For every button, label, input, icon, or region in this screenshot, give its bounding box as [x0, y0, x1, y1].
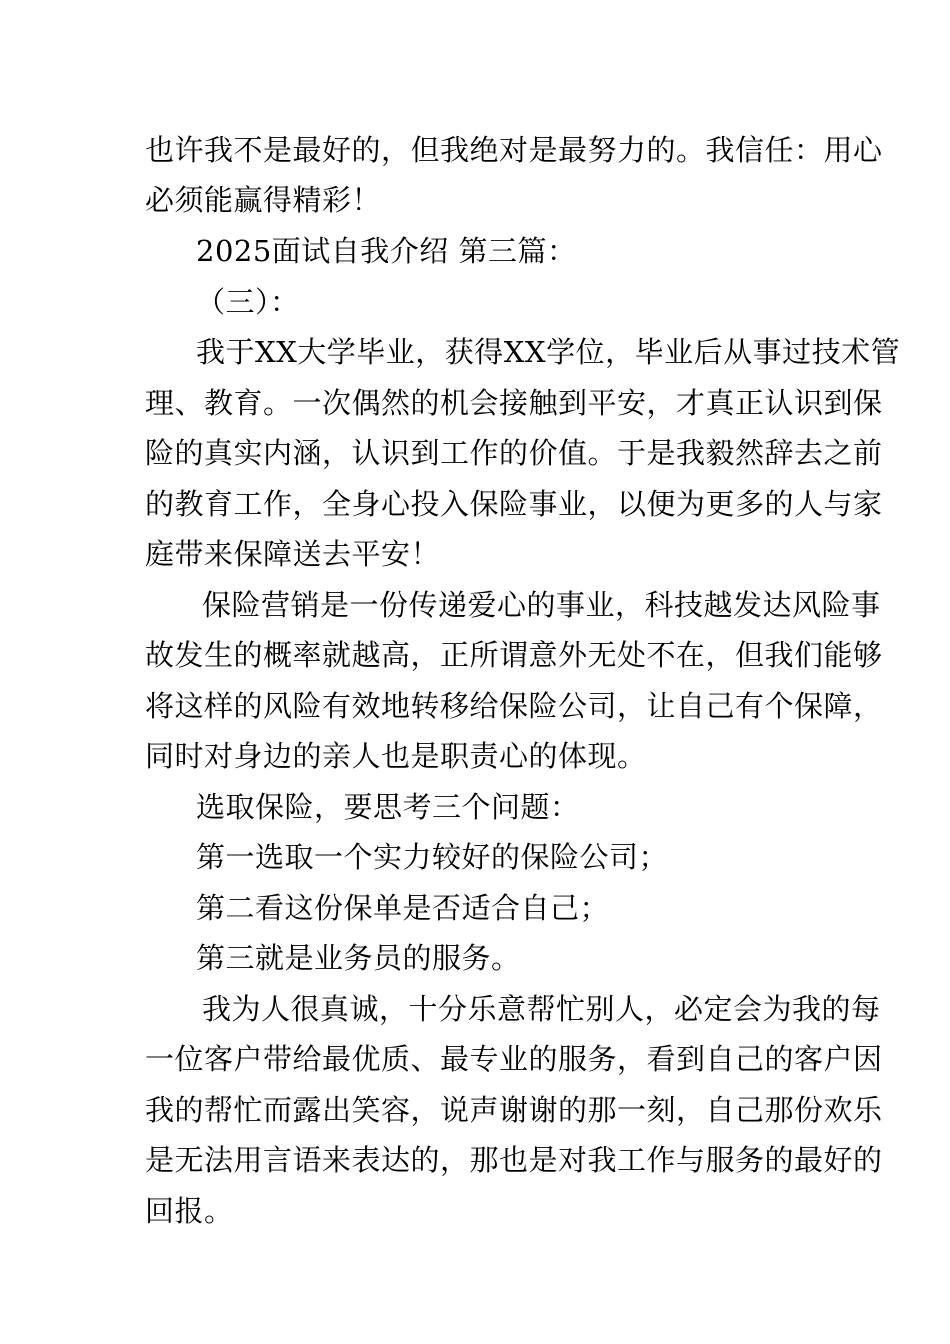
text-line: 我于XX大学毕业，获得XX学位，毕业后从事过技术管: [196, 335, 901, 369]
list-item: 第三就是业务员的服务。: [196, 941, 521, 975]
list-item: 第一选取一个实力较好的保险公司；: [196, 840, 669, 874]
text-line: 是无法用言语来表达的，那也是对我工作与服务的最好的: [145, 1143, 883, 1177]
text-line: 理、教育。一次偶然的机会接触到平安，才真正认识到保: [145, 386, 883, 420]
section-number: （三）：: [196, 285, 300, 319]
text-line: 回报。: [145, 1194, 234, 1228]
text-line: 的教育工作，全身心投入保险事业，以便为更多的人与家: [145, 487, 883, 521]
text-line: 必须能赢得精彩！: [145, 183, 382, 217]
text-line: 我的帮忙而露出笑容，说声谢谢的那一刻，自己那份欢乐: [145, 1093, 883, 1127]
text-line: 将这样的风险有效地转移给保险公司，让自己有个保障，: [145, 689, 883, 723]
text-line: 庭带来保障送去平安！: [145, 537, 441, 571]
text-line: 保险营销是一份传递爱心的事业，科技越发达风险事: [202, 588, 881, 622]
text-line: 险的真实内涵，认识到工作的价值。于是我毅然辞去之前: [145, 436, 883, 470]
text-line: 故发生的概率就越高，正所谓意外无处不在，但我们能够: [145, 638, 883, 672]
text-line: 同时对身边的亲人也是职责心的体现。: [145, 739, 647, 773]
list-item: 第二看这份保单是否适合自己；: [196, 891, 610, 925]
text-line: 我为人很真诚，十分乐意帮忙别人，必定会为我的每: [202, 992, 881, 1026]
section-heading: 2025面试自我介绍 第三篇：: [196, 234, 577, 268]
text-line: 一位客户带给最优质、最专业的服务，看到自己的客户因: [145, 1042, 883, 1076]
text-line: 选取保险，要思考三个问题：: [196, 790, 580, 824]
text-line: 也许我不是最好的，但我绝对是最努力的。我信任：用心: [145, 133, 883, 167]
